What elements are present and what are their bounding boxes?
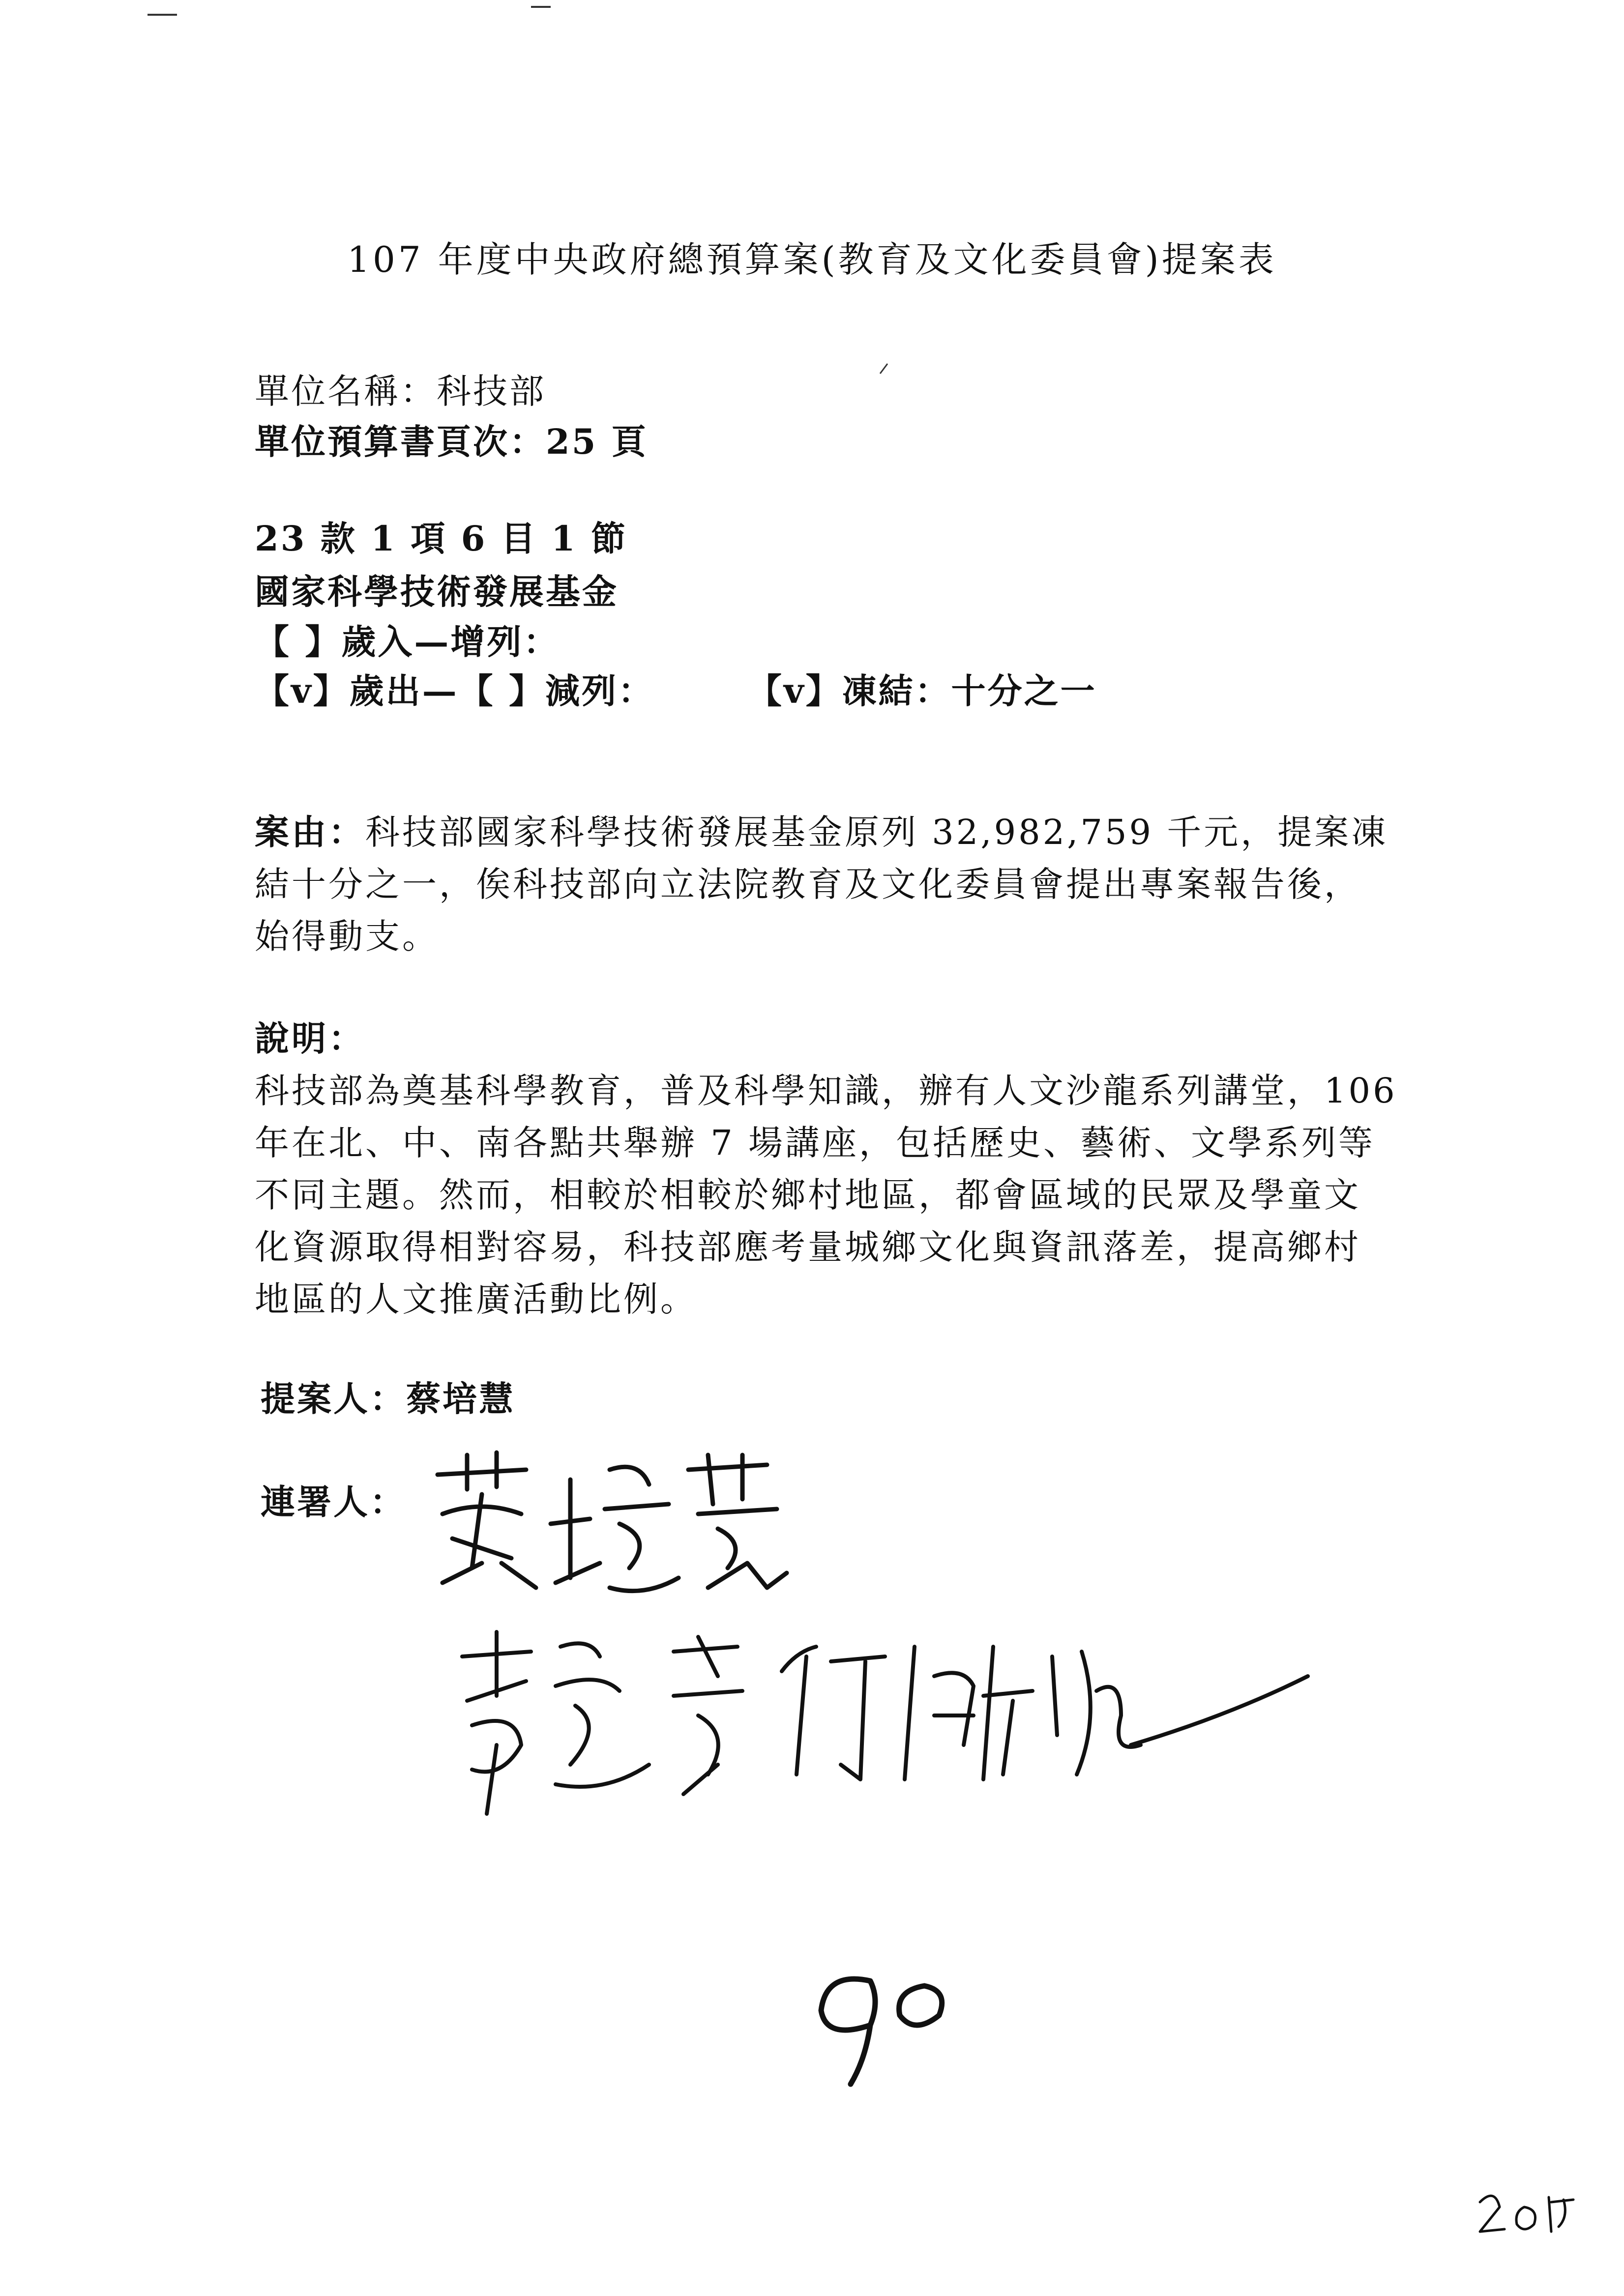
scan-speck <box>875 359 895 378</box>
explanation-line-3: 不同主題。然而，相較於相較於鄉村地區，都會區域的民眾及學童文 <box>255 1175 1361 1215</box>
document-title: 107 年度中央政府總預算案(教育及文化委員會)提案表 <box>347 239 1277 280</box>
budget-page: 單位預算書頁次：25 頁 <box>255 421 648 462</box>
explanation-block <box>255 1013 1445 1325</box>
page-number-drawing <box>797 1951 974 2089</box>
scan-edge-marks <box>0 0 1624 39</box>
explanation-label: 說明： <box>255 1018 365 1059</box>
reason-line-1: 科技部國家科學技術發展基金原列 32,982,759 千元，提案凍 <box>365 812 1388 852</box>
revenue-line: 【 】歲入—增列： <box>255 621 560 662</box>
proposer: 提案人：蔡培慧 <box>261 1378 515 1419</box>
explanation-line-5: 地區的人文推廣活動比例。 <box>255 1279 697 1319</box>
signature-1-drawing <box>423 1440 797 1602</box>
signature-2-3-drawing <box>443 1617 1318 1824</box>
explanation-line-4: 化資源取得相對容易，科技部應考量城鄉文化與資訊落差，提高鄉村 <box>255 1227 1361 1267</box>
freeze-line: 【v】凍結：十分之一 <box>747 670 1097 711</box>
explanation-line-2: 年在北、中、南各點共舉辦 7 場講座，包括歷史、藝術、文學系列等 <box>255 1123 1376 1163</box>
explanation-line-1: 科技部為奠基科學教育，普及科學知識，辦有人文沙龍系列講堂，106 <box>255 1071 1397 1111</box>
corner-note-drawing <box>1470 2178 1583 2246</box>
reason-line-2: 結十分之一，俟科技部向立法院教育及文化委員會提出專案報告後， <box>255 864 1361 904</box>
reason-line-3: 始得動支。 <box>255 916 439 957</box>
budget-code: 23 款 1 項 6 目 1 節 <box>255 518 628 559</box>
unit-name: 單位名稱：科技部 <box>255 371 546 411</box>
fund-name: 國家科學技術發展基金 <box>255 571 619 612</box>
cosigner-label: 連署人： <box>261 1482 406 1522</box>
reason-label: 案由： <box>255 812 365 852</box>
expense-line: 【v】歲出—【 】減列： <box>255 670 655 711</box>
reason-block <box>255 806 1445 962</box>
